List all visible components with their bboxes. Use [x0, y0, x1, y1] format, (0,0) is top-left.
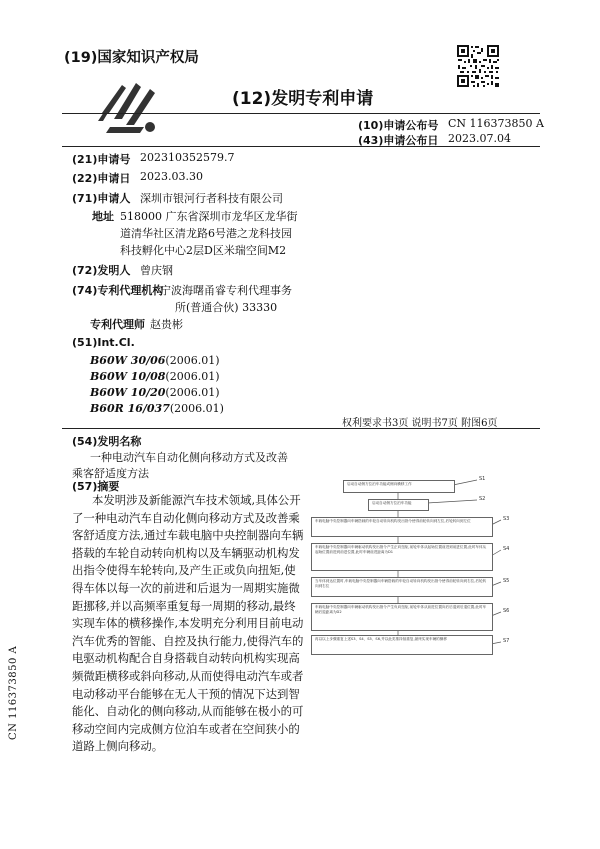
- flow-step-text: 车载电脑中央控制器向车辆驱动机构发出指令产生负向扭矩,前轮车体从前进位置向后后退到后退位置,此时车辆后退距离为D2: [315, 605, 487, 614]
- address-label: 地址: [92, 210, 114, 223]
- cnipa-logo: [96, 79, 166, 141]
- ipc-code: B60W 10/08: [90, 370, 166, 383]
- flow-step-s3: [311, 517, 493, 537]
- abstract-line: 出指令使得车轮转向,及产生正或负向扭矩,使: [72, 563, 296, 578]
- flow-step-s4: [311, 543, 493, 571]
- abstract-line: 移动空间内完成侧方位泊车或者在空间狭小的: [72, 721, 300, 736]
- ipc-version: (2006.01): [165, 354, 220, 367]
- abstract-figure: [305, 472, 537, 658]
- invention-title-line: 乘客舒适度方法: [72, 467, 149, 480]
- office-name: (19)国家知识产权局: [64, 50, 199, 66]
- pub-no: CN 116373850 A: [448, 117, 544, 130]
- ipc-code: B60R 16/037: [90, 402, 170, 415]
- flow-step-number: S7: [503, 638, 510, 644]
- app-date: 2023.03.30: [140, 170, 203, 183]
- address-line: 道清华社区清龙路6号港之龙科技园: [120, 227, 292, 240]
- abstract-line: 电动移动平台能够在无人干预的情况下达到智: [72, 686, 300, 701]
- invention-title-line: 一种电动汽车自动化侧向移动方式及改善: [90, 451, 288, 464]
- address-line: 科技孵化中心2层D区米瑞空间M2: [120, 244, 287, 257]
- flow-step-number: S1: [479, 476, 486, 482]
- applicant-label: (71)申请人: [72, 192, 131, 205]
- abstract-line: 能化、自动化的侧向移动,从而能够在极小的可: [72, 704, 304, 719]
- agency-label: (74)专利代理机构: [72, 284, 164, 297]
- pub-date-label: (43)申请公布日: [358, 134, 439, 147]
- pub-date: 2023.07.04: [448, 132, 511, 145]
- flow-step-number: S2: [479, 496, 486, 502]
- app-no: 202310352579.7: [140, 151, 235, 164]
- app-no-label: (21)申请号: [72, 153, 131, 166]
- ipc-label: (51)Int.Cl.: [72, 336, 135, 349]
- flow-step-number: S3: [503, 516, 510, 522]
- abstract-line: 道路上侧向移动。: [72, 739, 164, 754]
- abstract-line: 得车体以每一次的前进和后退为一周期实施微: [72, 580, 300, 595]
- flow-step-text: 再以以上步骤重复上述S3、S4、S5、S6,并以此类推持续重复,最终实现车辆的横移: [315, 637, 447, 641]
- agent: 赵贵彬: [150, 318, 183, 331]
- flow-step-text: 车载电脑中央控制器向车辆驱动机构发出指令产生正向扭矩,前轮车体从起始位置前进到前进位置,此时车体从起始位置前进到前进位置,此时车辆前进距离为D1: [315, 545, 487, 554]
- pub-no-label: (10)申请公布号: [358, 119, 439, 132]
- qr-code: [456, 44, 500, 88]
- flow-step-s1: [343, 480, 455, 493]
- title-label: (54)发明名称: [72, 435, 142, 448]
- flow-step-number: S4: [503, 546, 510, 552]
- agency-line: 所(普通合伙) 33330: [175, 301, 278, 314]
- ipc-entry: [90, 402, 224, 415]
- address-line: 518000 广东省深圳市龙华区龙华街: [120, 210, 298, 223]
- flow-step-number: S6: [503, 608, 510, 614]
- flow-step-s7: [311, 635, 493, 655]
- abstract-line: 了一种电动汽车自动化侧向移动方式及改善乘: [72, 510, 300, 525]
- agent-label: 专利代理师: [90, 318, 145, 331]
- abstract-line: 本发明涉及新能源汽车技术领域,具体公开: [92, 493, 301, 507]
- ipc-version: (2006.01): [165, 386, 220, 399]
- flow-step-s5: [311, 577, 493, 597]
- abstract-line: 汽车优秀的智能、自控及执行能力,使得汽车的: [72, 633, 304, 648]
- flow-step-text: 启动自动侧方位泊车功能或侧向横移工作: [347, 482, 412, 486]
- flow-step-number: S5: [503, 578, 510, 584]
- inventor-label: (72)发明人: [72, 264, 131, 277]
- doc-type: (12)发明专利申请: [232, 89, 374, 109]
- ipc-entry: [90, 386, 220, 399]
- abstract-line: 距挪移,并以高频率重复每一周期的移动,最终: [72, 598, 296, 613]
- ipc-code: B60W 10/20: [90, 386, 166, 399]
- abstract-line: 搭载的车轮自动转向机构以及车辆驱动机构发: [72, 545, 300, 560]
- page-counts: 权利要求书3页 说明书7页 附图6页: [342, 418, 498, 429]
- flow-step-text: 车载电脑中央控制器向车辆搭载的车轮自动转向机构发出指令使得前轮转向到左位,后轮转向到左位: [315, 519, 471, 523]
- abstract-line: 电驱动机构配合自身搭载自动转向机构实现高: [72, 651, 300, 666]
- abstract-line: 频微距横移或斜向移动,从而使得电动汽车或者: [72, 668, 304, 683]
- flow-step-s2: [368, 499, 429, 511]
- inventor: 曾庆钢: [140, 264, 173, 277]
- ipc-entry: [90, 354, 220, 367]
- ipc-entry: [90, 370, 220, 383]
- ipc-version: (2006.01): [169, 402, 224, 415]
- ipc-code: B60W 30/06: [90, 354, 166, 367]
- flow-step-text: 当车体到达位置时,车载电脑中央控制器向车辆搭载的车轮自动转向机构发出指令使得前轮转向到右位,后轮转向到右位: [315, 579, 487, 588]
- ipc-version: (2006.01): [165, 370, 220, 383]
- flow-step-text: 启动自动侧方位泊车功能: [372, 501, 412, 505]
- flow-step-s6: [311, 603, 493, 631]
- abstract-body: [72, 492, 303, 756]
- agency-line: 宁波海曙甬睿专利代理事务: [160, 284, 292, 297]
- abstract-line: 客舒适度方法,通过车载电脑中央控制器向车辆: [72, 528, 304, 543]
- side-pub-no: CN 116373850 A: [8, 645, 19, 740]
- abstract-line: 实现车体的横移操作,本发明充分利用目前电动: [72, 616, 304, 631]
- app-date-label: (22)申请日: [72, 172, 131, 185]
- abstract-label: (57)摘要: [72, 480, 120, 493]
- applicant: 深圳市银河行者科技有限公司: [140, 192, 283, 205]
